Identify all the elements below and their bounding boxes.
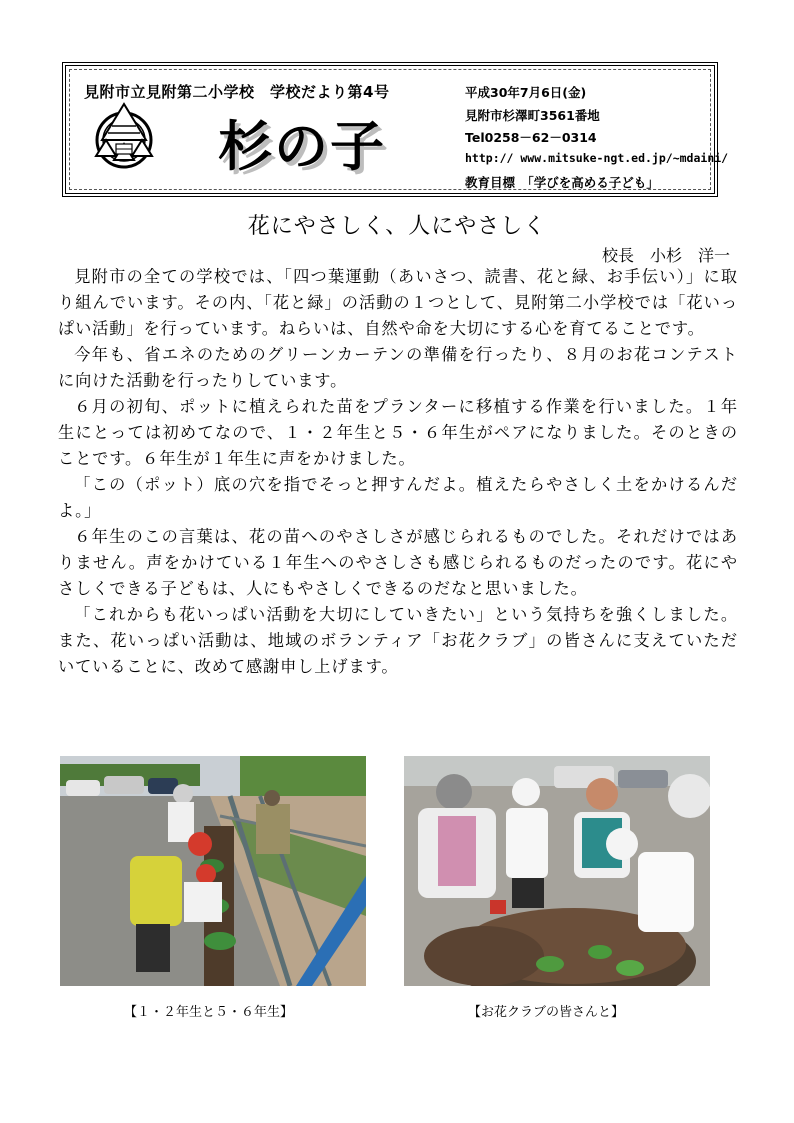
photo-students-planting <box>60 756 366 986</box>
paragraph: 「これからも花いっぱい活動を大切にしていきたい」という気持ちを強くしました。また、花いっぱい活動は、地域のボランティア「お花クラブ」の皆さんに支えていただいていることに、改めて感謝申し上げます。 <box>58 605 738 676</box>
school-emblem-icon <box>88 100 160 172</box>
photo-caption-left: 【１・２年生と５・６年生】 <box>124 1005 294 1020</box>
paragraph: 今年も、省エネのためのグリーンカーテンの準備を行ったり、８月のお花コンテストに向けた活動を行ったりしています。 <box>58 345 738 390</box>
school-phone: Tel0258－62－0314 <box>465 130 597 145</box>
paragraph: 「この（ポット）底の穴を指でそっと押すんだよ。植えたらやさしく土をかけるんだよ。」 <box>58 475 738 520</box>
article-byline: 校長 小杉 洋一 <box>601 246 730 265</box>
photo-caption-right: 【お花クラブの皆さんと】 <box>468 1005 625 1020</box>
paragraph: 見附市の全ての学校では、「四つ葉運動（あいさつ、読書、花と緑、お手伝い）」に取り組んでいます。その内、「花と緑」の活動の１つとして、見附第二小学校では「花いっぱい活動」を行っています。ねらいは、自然や命を大切にする心を育てることです。 <box>58 267 738 338</box>
photo-flower-club <box>404 756 710 986</box>
newsletter-title: 杉の子 <box>218 115 386 178</box>
article-headline: 花にやさしく、人にやさしく <box>247 214 547 239</box>
school-url: http:// www.mitsuke-ngt.ed.jp/~mdaini/ <box>465 151 729 165</box>
education-goal: 教育目標 「学びを高める子ども」 <box>465 175 659 190</box>
school-name: 見附市立見附第二小学校 学校だより第4号 <box>84 83 390 101</box>
paragraph: ６年生のこの言葉は、花の苗へのやさしさが感じられるものでした。それだけではありません。声をかけている１年生へのやさしさも感じられるものだったのです。花にやさしくできる子どもは、人にもやさしくできるのだなと思いました。 <box>58 527 738 598</box>
paragraph: ６月の初旬、ポットに植えられた苗をプランターに移植する作業を行いました。１年生にとっては初めてなので、１・２年生と５・６年生がペアになりました。そのときのことです。６年生が１年生に声をかけました。 <box>58 397 738 468</box>
article-body <box>58 264 738 680</box>
school-address: 見附市杉澤町3561番地 <box>465 108 600 123</box>
issue-date: 平成30年7月6日(金) <box>465 85 587 100</box>
